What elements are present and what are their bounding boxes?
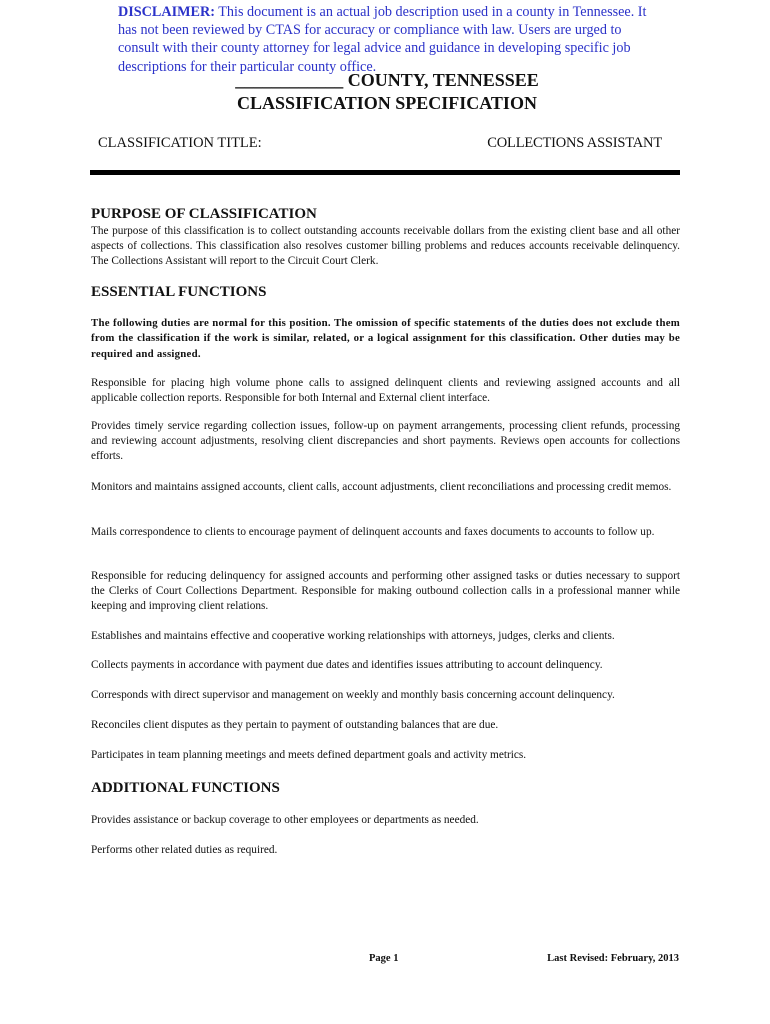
disclaimer — [118, 3, 658, 76]
essential-item: Corresponds with direct supervisor and management on weekly and monthly basis concerning account delinquency. — [91, 689, 615, 701]
essential-item: Mails correspondence to clients to encourage payment of delinquent accounts and faxes documents to accounts to follow up. — [91, 526, 655, 538]
essential-item: Establishes and maintains effective and cooperative working relationships with attorneys, judges, clerks and clients. — [91, 630, 615, 642]
disclaimer-text: This document is an actual job description used in a county in Tennessee. It has not been reviewed by CTAS for accuracy or compliance with law. Users are urged to consult with their county attorney for legal advice and guidance in developing specific job descriptions for their particular county office. — [118, 4, 647, 75]
essential-item: Collects payments in accordance with payment due dates and identifies issues attributing to account delinquency. — [91, 659, 603, 671]
additional-item: Provides assistance or backup coverage to other employees or departments as needed. — [91, 814, 479, 826]
essential-item: Responsible for reducing delinquency for assigned accounts and performing other assigned tasks or duties necessary to support the Clerks of Court Collections Department. Responsible for making outbound collection calls in a professional manner while keeping and improving client relations. — [91, 570, 680, 613]
header-divider — [90, 170, 680, 175]
purpose-heading: PURPOSE OF CLASSIFICATION — [91, 206, 317, 222]
essential-item: Participates in team planning meetings and meets defined department goals and activity metrics. — [91, 749, 527, 761]
county-heading: ____________ COUNTY, TENNESSEE — [235, 70, 539, 90]
spec-heading: CLASSIFICATION SPECIFICATION — [237, 93, 537, 113]
classification-label: CLASSIFICATION TITLE: — [98, 135, 262, 151]
essential-item: Responsible for placing high volume phone calls to assigned delinquent clients and reviewing assigned accounts and all applicable collection reports. Responsible for both Internal and External client interface. — [91, 377, 680, 405]
essential-item: Reconciles client disputes as they pertain to payment of outstanding balances that are due. — [91, 719, 499, 731]
essential-intro: The following duties are normal for this position. The omission of specific statements of the duties does not exclude them from the classification if the work is similar, related, or a logical assignment for this classification. Other duties may be required and assigned. — [91, 317, 680, 360]
last-revised: Last Revised: February, 2013 — [547, 953, 679, 964]
essential-item: Provides timely service regarding collection issues, follow-up on payment arrangements, processing client refunds, processing and reviewing account adjustments, resolving client discrepancies and short payments. Reviews open accounts for collections efforts. — [91, 420, 680, 463]
page-number: Page 1 — [369, 953, 399, 964]
classification-value: COLLECTIONS ASSISTANT — [487, 135, 662, 151]
disclaimer-label: DISCLAIMER: — [118, 4, 215, 20]
additional-item: Performs other related duties as required. — [91, 844, 278, 856]
purpose-text: The purpose of this classification is to collect outstanding accounts receivable dollars from the existing client base and all other aspects of collections. This classification also resolves customer billing problems and reduces accounts receivable delinquency. The Collections Assistant will report to the Circuit Court Clerk. — [91, 225, 680, 268]
essential-item: Monitors and maintains assigned accounts, client calls, account adjustments, client reconciliations and processing credit memos. — [91, 481, 672, 493]
additional-heading: ADDITIONAL FUNCTIONS — [91, 780, 280, 796]
essential-heading: ESSENTIAL FUNCTIONS — [91, 284, 267, 300]
